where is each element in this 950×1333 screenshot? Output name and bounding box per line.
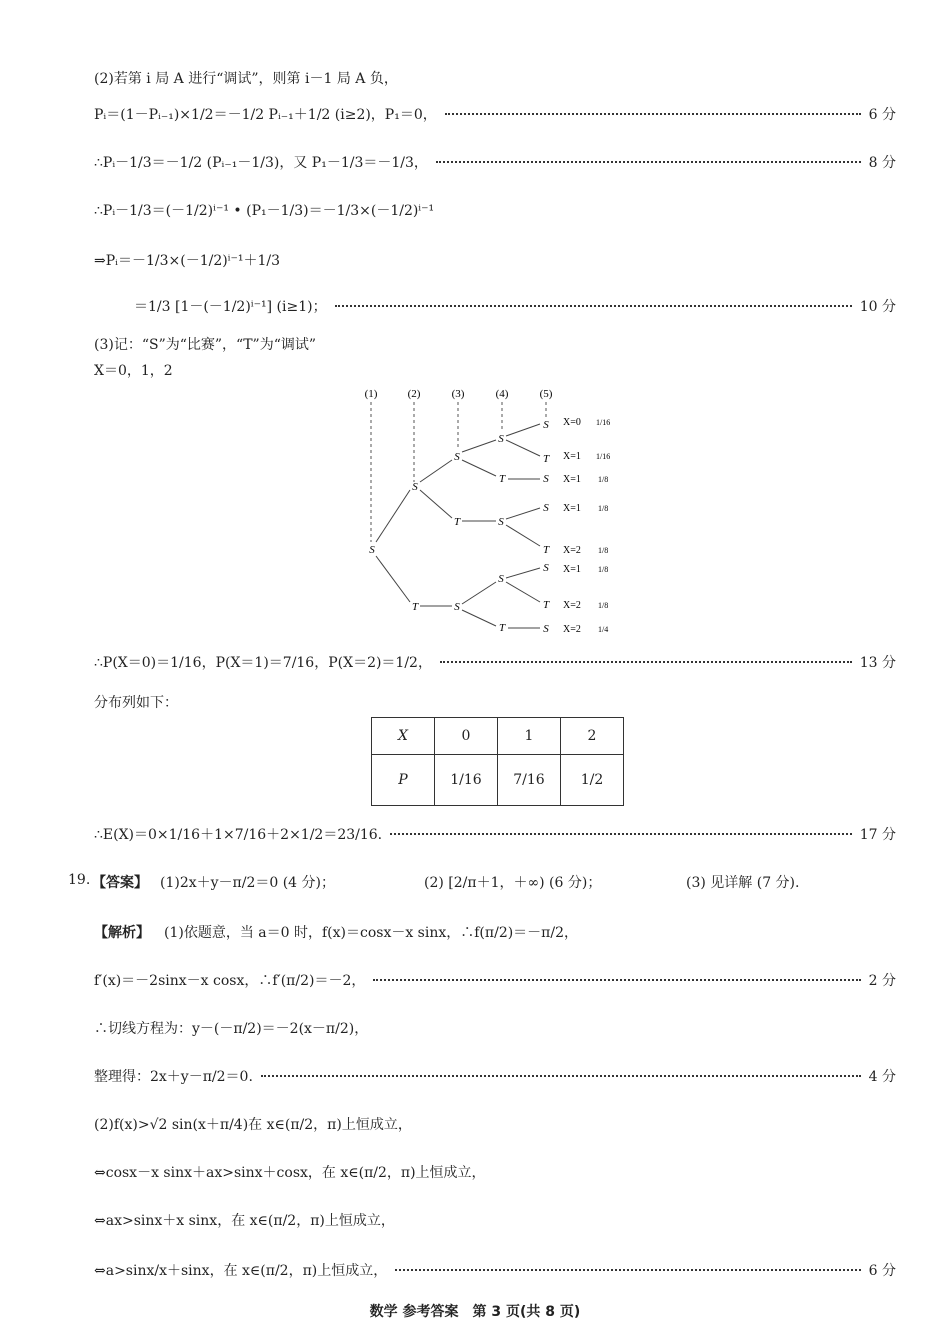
tree-node-s: S <box>498 433 504 445</box>
solution-line <box>94 824 896 844</box>
line-text: ⇔ax>sinx＋x sinx，在 x∈(π/2，π)上恒成立， <box>94 1213 395 1229</box>
solution-line <box>94 250 896 270</box>
line-text: 整理得：2x＋y－π/2＝0. <box>94 1069 253 1085</box>
line-text: ⇔cosx－x sinx＋ax>sinx＋cosx，在 x∈(π/2，π)上恒成立， <box>94 1165 486 1181</box>
tree-node-s: S <box>369 544 375 556</box>
line-text: (1)依题意，当 a＝0 时，f(x)＝cosx－x sinx，∴f(π/2)＝－π/2， <box>164 925 579 941</box>
dot-leader <box>261 1075 861 1077</box>
tree-branch <box>376 556 410 602</box>
line-text: ∴切线方程为：y－(－π/2)＝－2(x－π/2)， <box>94 1021 369 1037</box>
tree-branch <box>420 460 452 482</box>
table-row <box>372 755 624 806</box>
line-text: Pᵢ＝(1－Pᵢ₋₁)×1/2＝－1/2 Pᵢ₋₁＋1/2 (i≥2)，P₁＝0， <box>94 107 437 123</box>
table-cell: X <box>372 718 435 755</box>
solution-line <box>94 200 896 220</box>
line-text: ⇒Pᵢ＝－1/3×(－1/2)ⁱ⁻¹＋1/3 <box>94 253 281 269</box>
dot-leader <box>436 161 861 163</box>
answer-tag: 【答案】 <box>92 875 148 891</box>
solution-line <box>134 296 896 316</box>
analysis-tag: 【解析】 <box>94 925 150 941</box>
solution-line <box>94 692 896 712</box>
score-label: 6 分 <box>868 107 896 123</box>
question-number: 19. <box>68 872 91 888</box>
table-cell: 0 <box>435 718 498 755</box>
solution-line <box>94 68 896 88</box>
dot-leader <box>445 113 861 115</box>
outcome-x: X=1 <box>563 564 581 575</box>
score-label: 8 分 <box>868 155 896 171</box>
tree-node-t: T <box>411 601 419 613</box>
table-cell: 2 <box>561 718 624 755</box>
outcome-p: 1/8 <box>598 475 609 484</box>
outcome-p: 1/8 <box>598 565 609 574</box>
outcome-p: 1/4 <box>598 625 609 634</box>
line-text: ∴E(X)＝0×1/16＋1×7/16＋2×1/2＝23/16. <box>94 827 383 843</box>
score-label: 2 分 <box>868 973 896 989</box>
tree-branch <box>506 525 540 546</box>
table-cell: 1/16 <box>435 755 498 806</box>
solution-line <box>94 1162 896 1182</box>
tree-level-label: (2) <box>407 388 421 400</box>
distribution-table <box>371 717 624 806</box>
tree-node-s: S <box>454 451 460 463</box>
tree-branch <box>420 490 452 518</box>
tree-node-t: T <box>542 453 550 465</box>
score-label: 10 分 <box>859 299 896 315</box>
tree-node-t: T <box>498 622 506 634</box>
solution-line <box>94 152 896 172</box>
solution-line <box>94 334 896 354</box>
tree-node-t: T <box>453 516 461 528</box>
tree-node-t: T <box>542 599 550 611</box>
line-text: (3)记：“S”为“比赛”，“T”为“调试” <box>94 337 317 353</box>
outcome-p: 1/8 <box>598 546 609 555</box>
solution-line <box>94 1114 896 1134</box>
tree-branch <box>506 582 540 602</box>
line-text: (2)f(x)>√2 sin(x＋π/4)在 x∈(π/2，π)上恒成立， <box>94 1117 412 1133</box>
solution-line <box>94 1066 896 1086</box>
tree-node-s: S <box>498 516 504 528</box>
tree-node-t: T <box>542 544 550 556</box>
tree-node-t: T <box>498 473 506 485</box>
dot-leader <box>440 661 852 663</box>
tree-branch <box>376 490 410 542</box>
outcome-x: X=1 <box>563 474 581 485</box>
outcome-x: X=1 <box>563 503 581 514</box>
solution-line <box>94 104 896 124</box>
tree-branch <box>506 440 540 456</box>
table-cell: P <box>372 755 435 806</box>
line-text: ⇔a>sinx/x＋sinx，在 x∈(π/2，π)上恒成立， <box>94 1263 388 1279</box>
outcome-x: X=1 <box>563 451 581 462</box>
tree-node-s: S <box>543 502 549 514</box>
dot-leader <box>335 305 852 307</box>
line-text: ∴Pᵢ－1/3＝(－1/2)ⁱ⁻¹ • (P₁－1/3)＝－1/3×(－1/2)ⁱ⁻¹ <box>94 203 435 219</box>
answer-part-1: (1)2x＋y－π/2＝0 (4 分)； <box>160 875 336 891</box>
outcome-x: X=2 <box>563 600 581 611</box>
dot-leader <box>395 1269 860 1271</box>
tree-node-s: S <box>543 562 549 574</box>
solution-line <box>94 922 896 942</box>
outcome-x: X=2 <box>563 624 581 635</box>
line-text: (2)若第 i 局 A 进行“调试”，则第 i－1 局 A 负， <box>94 71 398 87</box>
outcome-x: X=0 <box>563 417 581 428</box>
line-text: ＝1/3 [1－(－1/2)ⁱ⁻¹] (i≥1)； <box>134 299 327 315</box>
tree-node-s: S <box>543 419 549 431</box>
tree-node-s: S <box>543 473 549 485</box>
score-label: 13 分 <box>859 655 896 671</box>
tree-level-label: (3) <box>451 388 465 400</box>
tree-branch <box>462 582 496 604</box>
line-text: X＝0，1，2 <box>94 363 173 379</box>
tree-level-label: (5) <box>539 388 553 400</box>
tree-branch <box>506 508 540 519</box>
table-cell: 1/2 <box>561 755 624 806</box>
tree-node-s: S <box>498 573 504 585</box>
solution-line <box>94 1018 896 1038</box>
tree-node-s: S <box>543 623 549 635</box>
tree-branch <box>506 568 540 578</box>
tree-level-label: (4) <box>495 388 509 400</box>
table-cell: 1 <box>498 718 561 755</box>
dot-leader <box>390 833 852 835</box>
line-text: ∴Pᵢ－1/3＝－1/2 (Pᵢ₋₁－1/3)，又 P₁－1/3＝－1/3， <box>94 155 428 171</box>
solution-line <box>94 360 896 380</box>
outcome-x: X=2 <box>563 545 581 556</box>
tree-node-s: S <box>454 601 460 613</box>
tree-level-label: (1) <box>364 388 378 400</box>
score-label: 4 分 <box>868 1069 896 1085</box>
solution-line <box>94 1210 896 1230</box>
dot-leader <box>373 979 860 981</box>
line-text: f′(x)＝－2sinx－x cosx，∴f′(π/2)＝－2， <box>94 973 366 989</box>
score-label: 17 分 <box>859 827 896 843</box>
outcome-p: 1/16 <box>596 418 611 427</box>
outcome-p: 1/8 <box>598 504 609 513</box>
line-text: 分布列如下： <box>94 695 178 711</box>
answer-part-3: (3) 见详解 (7 分). <box>686 875 800 891</box>
line-text: ∴P(X＝0)＝1/16，P(X＝1)＝7/16，P(X＝2)＝1/2， <box>94 655 432 671</box>
outcome-p: 1/8 <box>598 601 609 610</box>
solution-line <box>94 652 896 672</box>
page-footer: 数学 参考答案 第 3 页(共 8 页) <box>369 1304 581 1320</box>
solution-line <box>94 1260 896 1280</box>
tree-branch <box>506 424 540 436</box>
tree-branch <box>462 460 496 476</box>
table-cell: 7/16 <box>498 755 561 806</box>
tree-node-s: S <box>412 481 418 493</box>
answer-part-2: (2) [2/π＋1，＋∞) (6 分)； <box>424 875 602 891</box>
outcome-p: 1/16 <box>596 452 611 461</box>
tree-branch <box>462 440 496 452</box>
solution-line <box>94 970 896 990</box>
score-label: 6 分 <box>868 1263 896 1279</box>
tree-branch <box>462 610 496 626</box>
table-row <box>372 718 624 755</box>
